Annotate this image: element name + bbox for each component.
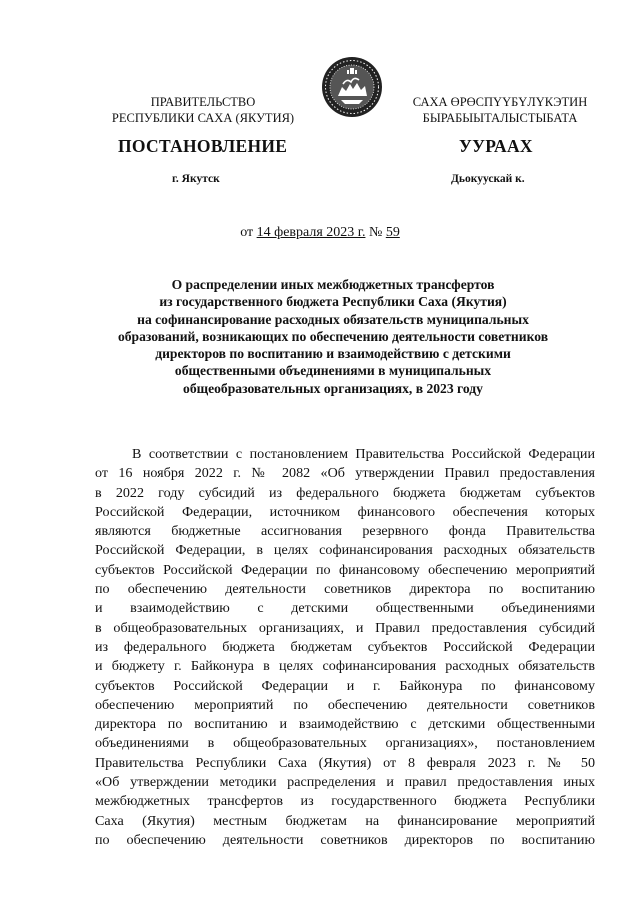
body-line: межбюджетных трансфертов из государственного бюджета Республики xyxy=(95,793,595,810)
body-text xyxy=(95,445,595,850)
body-line: являются бюджетные ассигнования резервного фонда Правительства xyxy=(95,523,595,540)
subject-line: директоров по воспитанию и взаимодействию с детскими xyxy=(155,346,511,362)
body-line: В соответствии с постановлением Правительства Российской Федерации xyxy=(132,446,595,462)
body-line: Российской Федерации, источником финансового обеспечения которых xyxy=(95,503,595,520)
left-org-line: ПРАВИТЕЛЬСТВО xyxy=(150,95,256,109)
subject-line: из государственного бюджета Республики Саха (Якутия) xyxy=(159,294,507,310)
date-prefix: от xyxy=(240,225,257,240)
right-org-line: БЫРАБЫЫТАЛЫСТЫБАТА xyxy=(422,111,578,125)
emblem-icon xyxy=(321,56,383,118)
subject-line: общественными объединениями в муниципальных xyxy=(174,363,492,379)
right-organization-name xyxy=(385,94,615,126)
document-type-ru: ПОСТАНОВЛЕНИЕ xyxy=(118,136,288,156)
body-line: субъектов Российской Федерации по финансовому обеспечению мероприятий xyxy=(95,561,595,578)
body-line: «Об утверждении методики распределения и правил предоставления иных xyxy=(95,774,595,791)
body-line: в 2022 году субсидий из федерального бюджета бюджетам субъектов xyxy=(95,484,595,501)
subject-line: образований, возникающих по обеспечению деятельности советников xyxy=(117,328,549,344)
date-number-line xyxy=(0,225,640,241)
body-line: и взаимодействию с детскими общественными объединениями xyxy=(95,600,595,617)
subject-line: общеобразовательных организациях, в 2023 году xyxy=(183,380,483,396)
body-line: объединениями в общеобразовательных организациях», постановлением xyxy=(95,735,595,752)
document-number: 59 xyxy=(385,225,400,240)
document-date: 14 февраля 2023 г. xyxy=(256,225,366,240)
left-organization-name xyxy=(98,94,308,126)
body-line: из федерального бюджета бюджетам субъектов Российской Федерации xyxy=(95,638,595,655)
document-type-sakha: УУРААХ xyxy=(459,136,533,156)
body-line: обеспечению мероприятий по обеспечению деятельности советников xyxy=(95,696,595,713)
body-line: и бюджету г. Байконура в целях софинансирования расходных обязательств xyxy=(95,658,595,675)
body-line: Российской Федерации, в целях софинансирования расходных обязательств xyxy=(95,542,595,559)
left-org-line: РЕСПУБЛИКИ САХА (ЯКУТИЯ) xyxy=(111,111,295,125)
right-org-line: САХА ӨРӨСПҮҮБҮЛҮКЭТИН xyxy=(412,95,588,109)
body-line: по обеспечению деятельности советников директоров по воспитанию xyxy=(95,831,595,848)
subject-line: на софинансирование расходных обязательств муниципальных xyxy=(137,311,529,327)
body-line: Саха (Якутия) местным бюджетам на финансирование мероприятий xyxy=(95,812,595,829)
number-sign: № xyxy=(365,225,386,240)
subject-line: О распределении иных межбюджетных трансфертов xyxy=(171,277,495,292)
body-line: по обеспечению деятельности советников директора по воспитанию xyxy=(95,581,595,598)
city-ru: г. Якутск xyxy=(172,173,220,185)
body-line: в общеобразовательных организациях, и Правил предоставления субсидий xyxy=(95,619,595,636)
body-line: субъектов Российской Федерации и г. Байконура по финансовому xyxy=(95,677,595,694)
document-subject xyxy=(98,276,568,397)
city-sakha: Дьокуускай к. xyxy=(451,173,525,185)
body-line: директора по воспитанию и взаимодействию с детскими общественными xyxy=(95,716,595,733)
body-line: Правительства Республики Саха (Якутия) от 8 февраля 2023 г. № 50 xyxy=(95,754,595,771)
body-line: от 16 ноября 2022 г. № 2082 «Об утверждении Правил предоставления xyxy=(95,465,595,482)
